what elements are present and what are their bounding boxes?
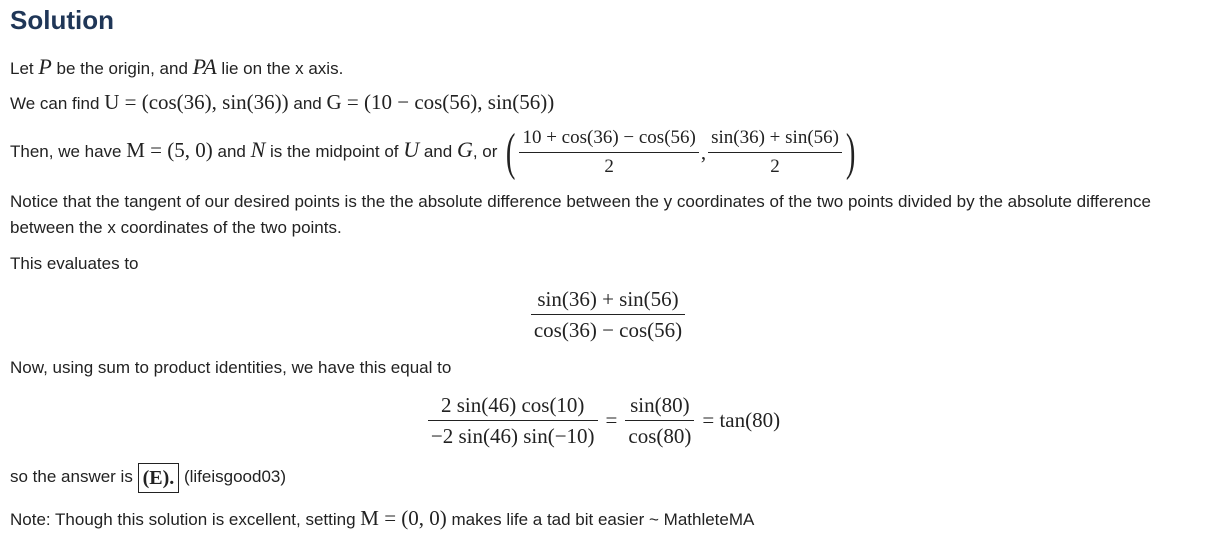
math-m-origin: M = (0, 0) <box>360 506 447 530</box>
right-paren: ) <box>845 123 856 181</box>
text-line-note <box>10 506 754 532</box>
math-g-coords: G = (10 − cos(56), sin(56)) <box>326 90 555 114</box>
text-segment: and <box>288 94 327 113</box>
fraction-numerator: 2 sin(46) cos(10) <box>428 392 598 421</box>
display-equation-2 <box>0 392 1216 449</box>
text-line-evaluates: This evaluates to <box>10 254 139 273</box>
fraction-numerator: 10 + cos(36) − cos(56) <box>519 126 698 153</box>
math-g: G <box>456 137 473 162</box>
text-segment: and <box>212 142 251 161</box>
equals-sign: = <box>605 408 618 432</box>
math-pa: PA <box>192 54 217 79</box>
text-segment: Let <box>10 59 39 78</box>
math-n: N <box>250 137 266 162</box>
text-segment: and <box>419 142 457 161</box>
text-line-find-points <box>10 90 554 116</box>
text-line-midpoint <box>10 122 859 181</box>
fraction-numerator: sin(80) <box>625 392 694 421</box>
display-equation-1 <box>0 286 1216 343</box>
text-line-identities: Now, using sum to product identities, we have this equal to <box>10 358 452 377</box>
fraction-denominator: 2 <box>604 156 614 178</box>
text-segment: Then, we have <box>10 142 127 161</box>
tan-result: = tan(80) <box>702 408 781 432</box>
left-paren: ( <box>506 123 516 181</box>
fraction-tangent <box>531 286 685 343</box>
solution-heading: Solution <box>10 5 114 35</box>
fraction-numerator: sin(36) + sin(56) <box>531 286 685 315</box>
text-line-origin <box>10 55 343 81</box>
math-u: U <box>403 137 420 162</box>
text-segment: (lifeisgood03) <box>179 467 287 486</box>
fraction-denominator: cos(80) <box>628 424 692 448</box>
fraction-identity <box>428 392 598 449</box>
fraction-denominator: cos(36) − cos(56) <box>533 318 683 342</box>
math-m-coords: M = (5, 0) <box>126 138 213 162</box>
text-segment: lie on the x axis. <box>216 59 344 78</box>
fraction-sin-cos <box>625 392 694 449</box>
fraction-denominator: −2 sin(46) sin(−10) <box>430 424 595 448</box>
text-line-answer <box>10 462 286 493</box>
text-segment: Note: Though this solution is excellent, setting <box>10 510 361 529</box>
fraction-y-midpoint <box>708 126 842 179</box>
text-segment: We can find <box>10 94 105 113</box>
text-segment: , or <box>472 142 503 161</box>
fraction-denominator: 2 <box>770 156 780 178</box>
fraction-numerator: sin(36) + sin(56) <box>708 126 842 153</box>
text-segment: so the answer is <box>10 467 138 486</box>
comma: , <box>700 140 707 164</box>
math-u-coords: U = (cos(36), sin(36)) <box>104 90 289 114</box>
text-segment: be the origin, and <box>51 59 193 78</box>
text-segment: is the midpoint of <box>265 142 404 161</box>
text-segment: makes life a tad bit easier ~ MathleteMA <box>446 510 755 529</box>
math-p: P <box>38 54 52 79</box>
paragraph-tangent: Notice that the tangent of our desired points is the the absolute difference between the y coordinates of the two points divided by the absolute difference between the x coordinates of the two points. <box>10 192 1152 237</box>
answer-box: (E). <box>138 463 180 493</box>
fraction-x-midpoint <box>519 126 698 179</box>
